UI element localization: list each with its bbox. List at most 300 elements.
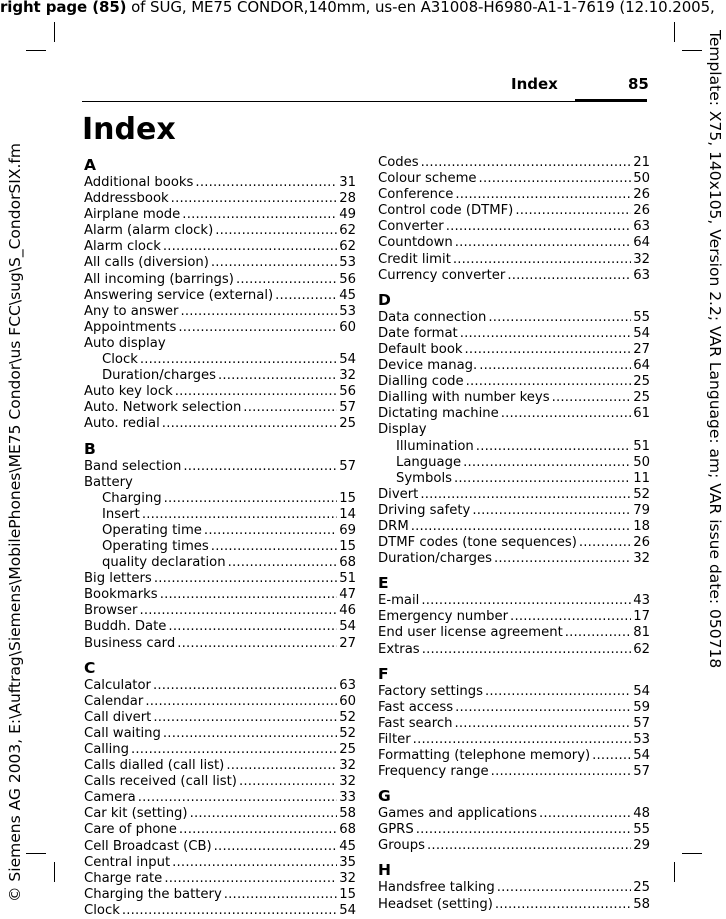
index-entry-text: Groups [378,838,426,854]
dot-leader [488,310,631,326]
index-entry [378,838,650,854]
dot-leader [218,368,337,384]
index-entry-text: Dictating machine [378,406,499,422]
index-entry-text: GPRS [378,822,414,838]
dot-leader [228,555,338,571]
index-entry-text: Additional books [84,175,194,190]
index-entry [84,903,356,919]
index-page-ref: 64 [633,235,650,251]
index-entry [378,374,650,390]
crop-mark [26,50,46,51]
dot-leader [131,742,337,758]
dot-leader [164,491,338,507]
index-entry [84,191,356,207]
index-page-ref: 61 [633,406,650,422]
crop-mark [682,50,702,51]
index-entry-text: DRM [378,518,409,534]
index-letter-heading: H [378,861,391,880]
dot-leader [510,609,631,625]
index-entry [84,678,356,694]
index-entry-text: Charging the battery [84,886,222,902]
index-page-ref: 25 [339,416,356,432]
dot-leader [413,732,632,748]
index-letter-heading: B [84,439,96,458]
dot-leader [175,384,338,400]
index-entry-text: Formatting (telephone memory) [378,748,591,763]
index-entry-text: Calls received (call list) [84,774,237,790]
index-page-ref: 81 [633,625,650,641]
dot-leader [168,619,337,635]
index-entry [84,459,356,475]
index-entry-text: Codes [378,155,419,170]
header-rule [82,101,647,102]
index-entry-text: Headset (setting) [378,896,493,912]
index-entry-text: Band selection [84,458,182,474]
index-entry [84,855,356,871]
index-entry [378,625,650,641]
index-entry [84,320,356,336]
index-entry [84,710,356,726]
index-page-ref: 79 [633,502,650,518]
index-page-ref: 59 [633,699,650,715]
index-page-ref: 58 [633,896,650,912]
index-entry-text: All incoming (barrings) [84,271,234,287]
print-info-line [0,0,715,16]
index-page-ref: 60 [339,319,356,335]
index-page-ref: 64 [633,358,650,374]
crop-mark [54,22,55,42]
index-page-ref: 56 [339,384,356,400]
index-entry [84,619,356,635]
dot-leader [427,838,631,854]
index-page-ref: 58 [339,806,356,822]
dot-leader [154,571,337,587]
dot-leader [140,352,337,368]
crop-mark [674,862,675,882]
index-entry [378,609,650,625]
index-entry-text: Big letters [84,571,152,587]
index-entry-text: quality declaration [102,555,226,571]
dot-leader [163,726,337,742]
dot-leader [177,636,337,652]
index-entry-text: Any to answer [84,303,179,319]
index-entry-text: Clock [102,352,138,368]
index-entry [84,475,356,491]
copyright-text: © Siemens AG 2003, E:\Auftrag\Siemens\MobilePhones\ME75 Condor\us FCC\sug\S_CondorSIX.fm [6,143,24,902]
index-entry-text: Conference [378,187,454,203]
index-entry-text: Divert [378,486,419,502]
index-entry-text: Countdown [378,235,453,251]
index-entry-text: Credit limit [378,251,451,267]
dot-leader [215,223,337,239]
dot-leader [182,207,337,223]
index-entry [378,519,650,535]
index-page-ref: 52 [633,486,650,502]
dot-leader [416,822,632,838]
index-page-ref: 57 [633,764,650,780]
index-entry-text: Calendar [84,693,144,709]
dot-leader [455,716,632,732]
header-rule-accent [575,99,647,102]
index-entry [84,758,356,774]
index-letter-heading: D [378,290,391,309]
index-page-ref: 52 [339,725,356,741]
index-entry-text: Dialling with number keys [378,390,550,406]
index-entry-text: Fast access [378,699,454,715]
index-entry [378,406,650,422]
index-entry-text: Auto key lock [84,384,173,400]
dot-leader [460,326,632,342]
dot-leader [211,255,337,271]
index-entry [378,326,650,342]
dot-leader [465,342,632,358]
index-entry [84,887,356,903]
dot-leader [195,175,337,191]
index-entry [84,175,356,191]
dot-leader [236,272,337,288]
index-entry [84,571,356,587]
dot-leader [142,507,337,523]
index-entry [84,603,356,619]
index-page-ref: 27 [339,635,356,651]
index-entry [84,255,356,271]
index-entry [84,871,356,887]
index-page-ref: 21 [633,155,650,170]
index-page-ref: 50 [633,171,650,187]
index-page-ref: 26 [633,535,650,551]
dot-leader [479,171,632,187]
index-entry [378,593,650,609]
dot-leader [226,758,337,774]
index-page-ref: 29 [633,838,650,854]
index-entry-text: Alarm (alarm clock) [84,223,214,239]
index-page-ref: 54 [339,352,356,368]
index-page-ref: 18 [633,518,650,534]
dot-leader [539,806,631,822]
index-entry [378,684,650,700]
dot-leader [178,320,337,336]
print-info-page-label: right page (85) [0,0,127,16]
index-entry [378,155,650,171]
index-page-ref: 54 [339,619,356,635]
index-page-ref: 68 [339,555,356,571]
index-entry [84,384,356,400]
index-page-ref: 54 [633,748,650,763]
index-entry [84,416,356,432]
index-entry-text: Dialling code [378,374,464,390]
dot-leader [153,678,337,694]
dot-leader [164,871,337,887]
index-page-ref: 32 [339,368,356,384]
index-page-ref: 56 [339,271,356,287]
index-page-ref: 35 [339,854,356,870]
index-page-ref: 51 [633,438,650,454]
index-page-ref: 25 [633,374,650,390]
index-entry-text: Default book [378,341,463,357]
index-entry [378,716,650,732]
dot-leader [479,358,631,374]
index-entry [378,187,650,203]
index-entry-text: Duration/charges [378,551,492,567]
index-letter-heading: A [84,156,96,174]
index-entry-text: Driving safety [378,502,471,518]
index-entry-text: Device manag. [378,358,478,374]
index-entry [378,822,650,838]
index-entry-text: End user license agreement [378,625,563,641]
index-page-ref: 62 [339,223,356,239]
index-page-ref: 45 [339,838,356,854]
index-page-ref: 32 [339,758,356,774]
dot-leader [204,523,337,539]
index-subentry [84,523,356,539]
index-page-ref: 46 [339,603,356,619]
index-entry-text: Operating times [102,538,209,554]
dot-leader [552,390,632,406]
index-entry-text: Auto. Network selection [84,400,242,416]
index-entry [378,252,650,268]
index-page-ref: 32 [339,870,356,886]
index-entry-text: Filter [378,731,411,747]
index-column-left [84,155,356,919]
index-subentry [378,471,650,487]
index-entry [84,207,356,223]
index-entry-text: Charge rate [84,870,163,886]
template-info-text: Template: X75, 140x105, Version 2.2; VAR Language: am; VAR issue date: 050718 [706,30,724,669]
dot-leader [453,252,631,268]
dot-leader [565,625,631,641]
index-page-ref: 53 [339,303,356,319]
index-page-ref: 50 [633,454,650,470]
index-entry-text: Calling [84,742,130,757]
index-entry-text: Calculator [84,677,151,693]
index-page-ref: 33 [339,790,356,806]
index-page-ref: 52 [339,709,356,725]
dot-leader [162,416,337,432]
index-entry [84,726,356,742]
index-page-ref: 62 [339,239,356,255]
index-page-ref: 28 [339,191,356,207]
dot-leader [472,503,631,519]
copyright-side [0,0,26,912]
index-entry [378,219,650,235]
index-subentry [84,352,356,368]
dot-leader [179,822,337,838]
dot-leader [138,790,337,806]
index-entry-text: Control code (DTMF) [378,203,514,219]
index-entry [84,636,356,652]
index-entry-text: Alarm clock [84,239,161,255]
dot-leader [145,694,337,710]
index-page-ref: 32 [633,551,650,567]
dot-leader [455,187,631,203]
index-entry-text: E-mail [378,593,420,609]
index-page-ref: 43 [633,593,650,609]
index-column-right [378,155,650,913]
index-entry-text: Answering service (external) [84,287,274,303]
index-entry [378,268,650,284]
index-entry-text: Buddh. Date [84,619,167,635]
index-entry-text: Colour scheme [378,171,477,187]
index-page-ref: 25 [633,390,650,406]
dot-leader [172,855,337,871]
index-page-ref: 26 [633,187,650,203]
dot-leader [495,897,631,913]
index-page-ref: 53 [633,731,650,747]
index-entry [84,839,356,855]
index-entry-text: Data connection [378,309,487,325]
index-entry-text: Converter [378,219,444,235]
dot-leader [411,519,632,535]
index-entry-text: Camera [84,790,136,806]
index-entry-text: Insert [102,506,140,522]
index-entry [84,694,356,710]
dot-leader [485,684,631,700]
index-entry-text: Appointments [84,319,177,335]
index-entry-text: Symbols [396,470,452,486]
dot-leader [592,748,631,764]
index-entry [378,748,650,764]
index-entry [84,272,356,288]
index-entry [378,358,650,374]
index-entry-text: DTMF codes (tone sequences) [378,535,577,551]
index-page-ref: 63 [339,677,356,693]
dot-leader [455,700,631,716]
index-entry [378,732,650,748]
index-entry [378,700,650,716]
dot-leader [420,487,631,503]
index-page-ref: 32 [633,251,650,267]
index-entry [378,171,650,187]
index-entry [84,239,356,255]
dot-leader [463,455,631,471]
dot-leader [421,593,631,609]
index-entry [84,400,356,416]
index-entry-text: Games and applications [378,806,537,822]
index-page-ref: 54 [339,902,356,918]
dot-leader [501,406,631,422]
index-entry-text: Operating time [102,522,202,538]
index-entry-text: Duration/charges [102,368,216,384]
index-page-ref: 15 [339,538,356,554]
index-entry-text: Business card [84,635,176,651]
index-page-ref: 63 [633,267,650,283]
index-entry [378,897,650,913]
dot-leader [224,887,337,903]
index-page-ref: 47 [339,587,356,603]
index-entry-text: Airplane mode [84,207,181,223]
print-info-text: of SUG, ME75 CONDOR,140mm, us-en A31008-H6980-A1-1-7619 (12.10.2005, [126,0,715,16]
index-entry [378,310,650,326]
index-entry [84,742,356,758]
index-subentry [84,555,356,571]
index-page-ref: 54 [633,325,650,341]
dot-leader [455,235,631,251]
crop-mark [54,862,55,882]
index-letter-heading: G [378,787,391,806]
index-subentry [84,491,356,507]
page-title: Index [82,112,176,147]
index-subentry [84,507,356,523]
index-entry-text: Call waiting [84,725,161,741]
crop-mark [674,22,675,42]
index-entry-text: Auto display [84,335,166,351]
index-entry-text: Fast search [378,715,453,731]
index-entry-text: All calls (diversion) [84,255,209,271]
index-entry [378,342,650,358]
index-entry [378,203,650,219]
index-page-ref: 57 [633,715,650,731]
index-entry [378,764,650,780]
crop-mark [26,853,46,854]
index-entry-text: Display [378,422,427,438]
index-letter-heading: F [378,664,389,683]
index-entry [378,422,650,438]
dot-leader [494,551,631,567]
index-entry-text: Handsfree talking [378,880,495,896]
dot-leader [454,471,631,487]
index-entry-text: Date format [378,325,458,341]
dot-leader [579,535,631,551]
dot-leader [180,304,337,320]
index-page-ref: 17 [633,609,650,625]
index-page-ref: 48 [633,806,650,822]
dot-leader [476,439,631,455]
index-entry-text: Car kit (setting) [84,806,188,822]
dot-leader [275,288,337,304]
index-page-ref: 69 [339,522,356,538]
index-page-ref: 49 [339,207,356,223]
index-entry-text: Factory settings [378,683,483,699]
index-entry-text: Cell Broadcast (CB) [84,838,212,854]
index-subentry [378,439,650,455]
dot-leader [171,191,338,207]
index-letter-heading: E [378,574,389,593]
index-entry [378,806,650,822]
index-page-ref: 55 [633,822,650,838]
index-page-ref: 15 [339,490,356,506]
index-entry [378,235,650,251]
index-page-ref: 60 [339,693,356,709]
index-page-ref: 54 [633,683,650,699]
dot-leader [183,459,337,475]
index-page-ref: 45 [339,287,356,303]
index-entry [84,304,356,320]
index-page-ref: 31 [339,175,356,190]
index-page-ref: 25 [339,742,356,757]
index-entry-text: Clock [84,902,120,918]
index-entry-text: Central input [84,854,171,870]
index-subentry [84,368,356,384]
index-entry [84,806,356,822]
index-entry [84,790,356,806]
index-page-ref: 68 [339,822,356,838]
dot-leader [122,903,337,919]
page-number: 85 [628,75,649,93]
index-page-ref: 27 [633,341,650,357]
dot-leader [163,239,337,255]
index-entry-text: Addressbook [84,191,169,207]
index-entry-text: Currency converter [378,267,506,283]
dot-leader [507,268,631,284]
index-page-ref: 26 [633,203,650,219]
dot-leader [466,374,632,390]
index-entry [84,288,356,304]
index-page-ref: 14 [339,506,356,522]
index-page-ref: 57 [339,458,356,474]
dot-leader [239,774,337,790]
index-entry [84,774,356,790]
index-entry-text: Browser [84,603,138,619]
